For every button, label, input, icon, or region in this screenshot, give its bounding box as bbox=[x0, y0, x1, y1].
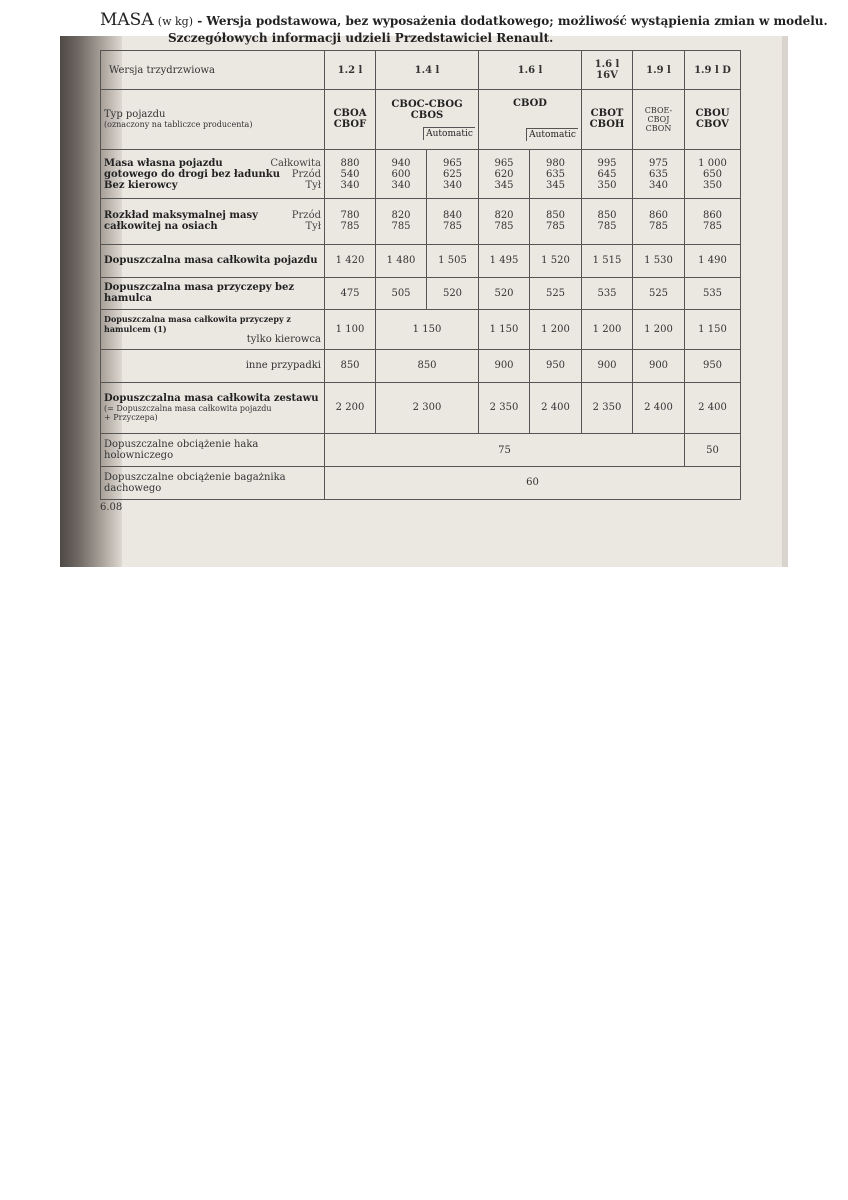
value: 345 bbox=[494, 179, 514, 191]
vehicle-type-row bbox=[101, 90, 741, 150]
curb-mass-label-cell bbox=[101, 149, 325, 198]
value: 1 200 bbox=[633, 310, 685, 349]
value: 975 bbox=[648, 157, 669, 169]
axle-values-6 bbox=[633, 199, 685, 244]
value: 535 bbox=[582, 277, 633, 310]
value: 1 000 bbox=[698, 157, 727, 169]
value: 635 bbox=[648, 168, 669, 180]
value: 535 bbox=[685, 277, 741, 310]
heading-title: MASA bbox=[100, 10, 154, 30]
combination-mass-row bbox=[101, 382, 741, 433]
page-heading bbox=[100, 10, 828, 46]
value: 820 bbox=[391, 210, 411, 222]
braked-trailer-other-row bbox=[101, 349, 741, 382]
value: 980 bbox=[545, 157, 566, 169]
value: 475 bbox=[325, 277, 376, 310]
value: 785 bbox=[442, 221, 463, 233]
heading-text-2: Szczegółowych informacji udzieli Przedstawiciel Renault. bbox=[168, 31, 554, 45]
value: 785 bbox=[340, 221, 360, 233]
engine-1-6: 1.6 l bbox=[479, 51, 582, 90]
curb-values-2 bbox=[427, 149, 479, 198]
value: 620 bbox=[494, 168, 514, 180]
type-1-6-cell bbox=[479, 90, 582, 150]
vehicle-type-label-cell bbox=[101, 90, 325, 150]
axle-values-3 bbox=[479, 199, 530, 244]
type-1-6-16v: CBOT CBOH bbox=[582, 90, 633, 150]
value: 860 bbox=[648, 210, 669, 222]
engine-1-2: 1.2 l bbox=[325, 51, 376, 90]
value: 950 bbox=[530, 349, 582, 382]
unbraked-label: Dopuszczalna masa przyczepy bez hamulca bbox=[101, 277, 325, 310]
value: 2 350 bbox=[582, 382, 633, 433]
curb-label-2: gotowego do drogi bez ładunku bbox=[104, 168, 280, 180]
axle-values-0 bbox=[325, 199, 376, 244]
curb-sub-total: Całkowita bbox=[270, 157, 321, 169]
axle-values-7 bbox=[685, 199, 741, 244]
page-edge bbox=[782, 36, 788, 567]
value: 2 350 bbox=[479, 382, 530, 433]
value: 1 495 bbox=[479, 244, 530, 277]
value: 940 bbox=[391, 157, 411, 169]
value: 900 bbox=[633, 349, 685, 382]
axle-label-2: całkowitej na osiach bbox=[104, 221, 218, 233]
heading-unit: (w kg) bbox=[157, 15, 193, 28]
other-cases-label: inne przypadki bbox=[101, 349, 325, 382]
hitch-load-row bbox=[101, 434, 741, 467]
value: 785 bbox=[648, 221, 669, 233]
value: 1 200 bbox=[582, 310, 633, 349]
value: 60 bbox=[325, 466, 741, 499]
value: 340 bbox=[340, 179, 360, 191]
roof-label: Dopuszczalne obciążenie bagażnika dachowego bbox=[101, 466, 325, 499]
axle-distribution-row bbox=[101, 199, 741, 244]
gvw-row bbox=[101, 244, 741, 277]
combo-label-cell bbox=[101, 382, 325, 433]
axle-values-4 bbox=[530, 199, 582, 244]
value: 520 bbox=[427, 277, 479, 310]
gvw-label: Dopuszczalna masa całkowita pojazdu bbox=[101, 244, 325, 277]
value: 1 420 bbox=[325, 244, 376, 277]
value: 785 bbox=[597, 221, 617, 233]
type-1-4: CBOC-CBOG CBOS bbox=[391, 98, 463, 121]
value: 625 bbox=[442, 168, 463, 180]
value: 1 100 bbox=[325, 310, 376, 349]
type-1-9: CBOE-CBOJ CBON bbox=[633, 90, 685, 150]
value: 350 bbox=[597, 179, 617, 191]
curb-values-7 bbox=[685, 149, 741, 198]
heading-text-1: - Wersja podstawowa, bez wyposażenia dodatkowego; możliwość wystąpienia zmian w modelu. bbox=[197, 14, 828, 28]
curb-values-0 bbox=[325, 149, 376, 198]
automatic-label-1-4: Automatic bbox=[423, 127, 475, 140]
value: 2 400 bbox=[633, 382, 685, 433]
curb-values-3 bbox=[479, 149, 530, 198]
value: 780 bbox=[340, 210, 360, 222]
value: 840 bbox=[442, 210, 463, 222]
value: 900 bbox=[582, 349, 633, 382]
page-number: 6.08 bbox=[100, 502, 123, 513]
value: 785 bbox=[545, 221, 566, 233]
value: 1 520 bbox=[530, 244, 582, 277]
value: 50 bbox=[685, 434, 741, 467]
type-1-6: CBOD bbox=[513, 97, 547, 109]
value: 2 200 bbox=[325, 382, 376, 433]
axle-values-2 bbox=[427, 199, 479, 244]
value: 345 bbox=[545, 179, 566, 191]
value: 995 bbox=[597, 157, 617, 169]
value: 650 bbox=[702, 168, 723, 180]
engine-1-6-16v: 1.6 l 16V bbox=[582, 51, 633, 90]
braked-label: Dopuszczalna masa całkowita przyczepy z hamulcem (1) bbox=[104, 314, 291, 335]
value: 540 bbox=[340, 168, 360, 180]
value: 1 490 bbox=[685, 244, 741, 277]
value: 645 bbox=[597, 168, 617, 180]
combo-label-1: Dopuszczalna masa całkowita zestawu bbox=[104, 393, 319, 405]
value: 1 480 bbox=[376, 244, 427, 277]
combo-label-3: + Przyczepa) bbox=[104, 413, 158, 423]
value: 1 150 bbox=[685, 310, 741, 349]
axle-values-1 bbox=[376, 199, 427, 244]
value: 75 bbox=[325, 434, 685, 467]
value: 635 bbox=[545, 168, 566, 180]
value: 600 bbox=[391, 168, 411, 180]
value: 340 bbox=[391, 179, 411, 191]
value: 950 bbox=[685, 349, 741, 382]
curb-values-4 bbox=[530, 149, 582, 198]
value: 860 bbox=[702, 210, 723, 222]
hitch-label: Dopuszczalne obciążenie haka holowniczego bbox=[101, 434, 325, 467]
vehicle-type-label: Typ pojazdu bbox=[104, 109, 166, 121]
curb-values-5 bbox=[582, 149, 633, 198]
value: 850 bbox=[325, 349, 376, 382]
value: 900 bbox=[479, 349, 530, 382]
value: 1 530 bbox=[633, 244, 685, 277]
value: 1 150 bbox=[479, 310, 530, 349]
value: 1 505 bbox=[427, 244, 479, 277]
axle-sub-rear: Tył bbox=[305, 221, 321, 233]
value: 965 bbox=[442, 157, 463, 169]
roof-load-row bbox=[101, 466, 741, 499]
value: 850 bbox=[545, 210, 566, 222]
value: 1 200 bbox=[530, 310, 582, 349]
value: 350 bbox=[702, 179, 723, 191]
value: 785 bbox=[702, 221, 723, 233]
curb-mass-row bbox=[101, 149, 741, 198]
mass-table bbox=[100, 50, 741, 500]
engine-1-4: 1.4 l bbox=[376, 51, 479, 90]
curb-sub-rear: Tył bbox=[305, 179, 321, 191]
value: 525 bbox=[530, 277, 582, 310]
combo-label-2: (= Dopuszczalna masa całkowita pojazdu bbox=[104, 404, 272, 414]
value: 2 400 bbox=[530, 382, 582, 433]
value: 340 bbox=[442, 179, 463, 191]
braked-label-cell bbox=[101, 310, 325, 349]
axle-label-cell bbox=[101, 199, 325, 244]
unbraked-trailer-row bbox=[101, 277, 741, 310]
value: 850 bbox=[376, 349, 479, 382]
type-1-4-cell bbox=[376, 90, 479, 150]
driver-only-label: tylko kierowca bbox=[246, 334, 321, 346]
curb-sub-front: Przód bbox=[291, 168, 321, 180]
value: 505 bbox=[376, 277, 427, 310]
value: 850 bbox=[597, 210, 617, 222]
type-1-2: CBOA CBOF bbox=[325, 90, 376, 150]
value: 340 bbox=[648, 179, 669, 191]
curb-label-3: Bez kierowcy bbox=[104, 179, 178, 191]
axle-label-1: Rozkład maksymalnej masy bbox=[104, 210, 258, 222]
value: 520 bbox=[479, 277, 530, 310]
value: 525 bbox=[633, 277, 685, 310]
engine-header-row bbox=[101, 51, 741, 90]
axle-values-5 bbox=[582, 199, 633, 244]
value: 820 bbox=[494, 210, 514, 222]
value: 2 300 bbox=[376, 382, 479, 433]
curb-label-1: Masa własna pojazdu bbox=[104, 157, 223, 169]
engine-1-9: 1.9 l bbox=[633, 51, 685, 90]
value: 1 150 bbox=[376, 310, 479, 349]
value: 785 bbox=[494, 221, 514, 233]
engine-1-9-d: 1.9 l D bbox=[685, 51, 741, 90]
value: 785 bbox=[391, 221, 411, 233]
axle-sub-front: Przód bbox=[291, 210, 321, 222]
curb-values-1 bbox=[376, 149, 427, 198]
automatic-label-1-6: Automatic bbox=[526, 128, 578, 141]
value: 1 515 bbox=[582, 244, 633, 277]
vehicle-type-sublabel: (oznaczony na tabliczce producenta) bbox=[104, 120, 253, 130]
braked-trailer-driver-row bbox=[101, 310, 741, 349]
curb-values-6 bbox=[633, 149, 685, 198]
value: 880 bbox=[340, 157, 360, 169]
version-label: Wersja trzydrzwiowa bbox=[101, 51, 325, 90]
type-1-9-d: CBOU CBOV bbox=[685, 90, 741, 150]
value: 965 bbox=[494, 157, 514, 169]
value: 2 400 bbox=[685, 382, 741, 433]
